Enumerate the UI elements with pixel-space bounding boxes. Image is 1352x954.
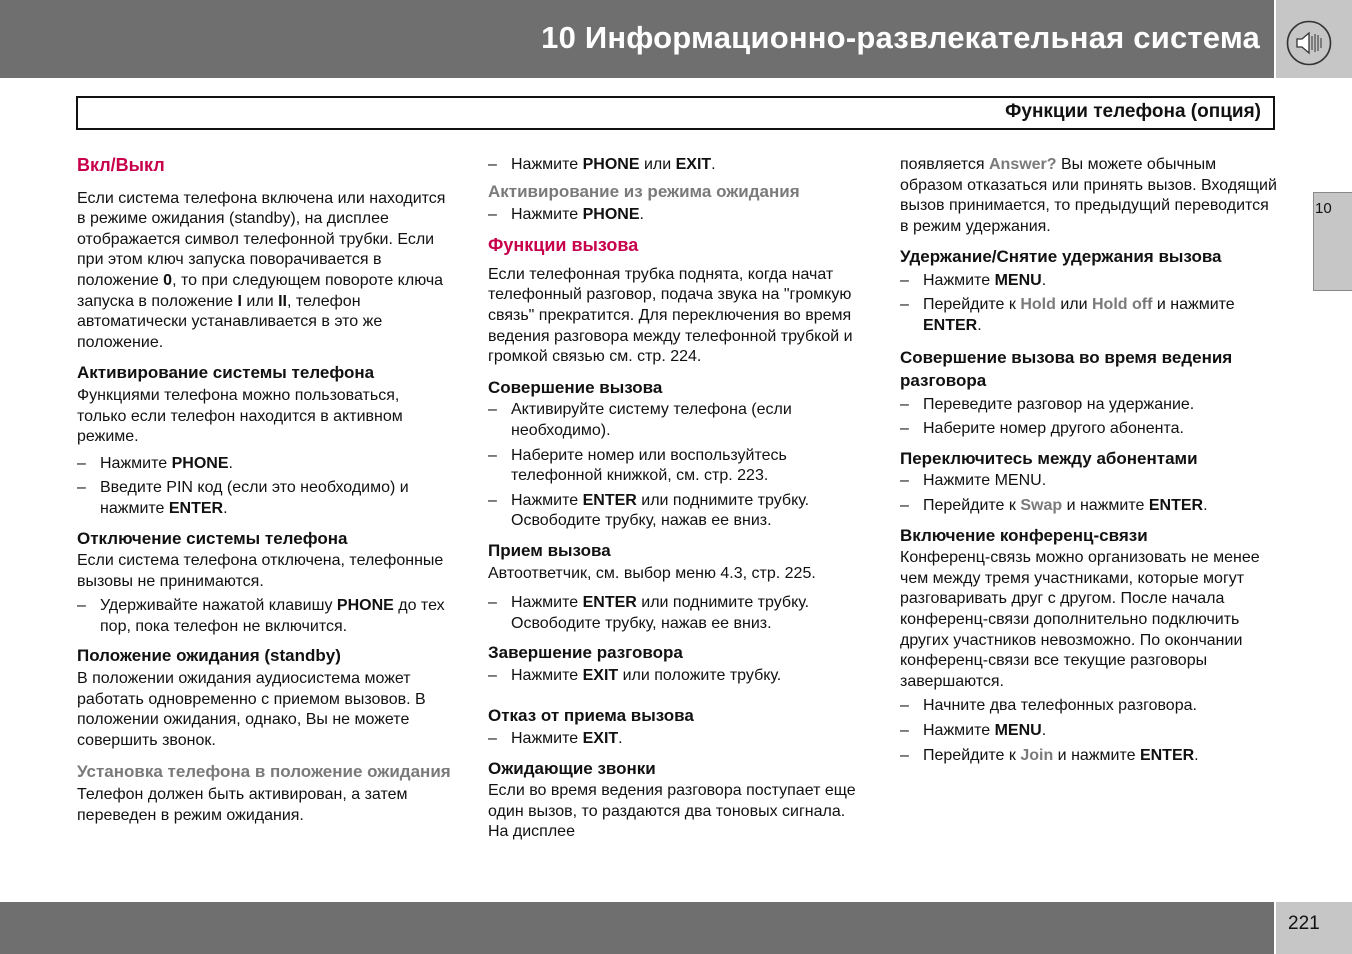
paragraph-off: Если система телефона отключена, телефонные вызовы не принимаются.: [77, 552, 444, 590]
list-item: – Нажмите PHONE или EXIT.: [488, 156, 716, 173]
list-item: – Наберите номер или воспользуйтесь телефонной книжкой, см. стр. 223.: [488, 446, 787, 485]
list-item: – Удерживайте нажатой клавишу PHONE до тех пор, пока телефон не включится.: [77, 597, 445, 635]
list-item: – Нажмите MENU.: [900, 271, 1047, 289]
list-item: – Нажмите MENU.: [900, 721, 1047, 739]
heading-hold: Удержание/Снятие удержания вызова: [900, 247, 1222, 267]
column-2: [488, 155, 868, 845]
heading-activate-system: Активирование системы телефона: [77, 363, 375, 383]
speaker-icon: [1286, 20, 1332, 66]
section-header: [76, 96, 1275, 130]
side-chapter-tab-label: 10: [1315, 200, 1332, 217]
heading-call-functions: Функции вызова: [488, 235, 639, 256]
chapter-title: 10 Информационно-развлекательная система: [541, 20, 1260, 55]
list-item: – Начните два телефонных разговора.: [900, 697, 1197, 715]
list-item: – Нажмите PHONE.: [77, 454, 233, 472]
column-1: [77, 155, 452, 829]
heading-conference: Включение конференц-связи: [900, 525, 1148, 545]
paragraph-standby: В положении ожидания аудиосистема может работать одновременно с приемом вызовов. В положении ожидания, однако, Вы не можете совершить звонок.: [77, 670, 426, 749]
list-item: – Нажмите MENU.: [900, 472, 1047, 490]
list-item: – Перейдите к Swap и нажмите ENTER.: [900, 497, 1208, 515]
chapter-header-bar: [0, 0, 1274, 78]
heading-call-during-call: Совершение вызова во время ведения разговора: [900, 347, 1233, 391]
paragraph-set-standby: Телефон должен быть активирован, а затем переведен в режим ожидания.: [77, 786, 408, 825]
list-item: – Нажмите ENTER или поднимите трубку. Освободите трубку, нажав ее вниз.: [488, 594, 810, 632]
paragraph-receive: Автоответчик, см. выбор меню 4.3, стр. 225.: [488, 564, 816, 582]
heading-make-call: Совершение вызова: [488, 377, 663, 397]
list-item: – Наберите номер другого абонента.: [900, 420, 1184, 438]
heading-waiting-calls: Ожидающие звонки: [488, 758, 656, 778]
paragraph-activate: Функциями телефона можно пользоваться, только если телефон находится в активном режиме.: [77, 386, 403, 446]
paragraph-waiting-continued: появляется Answer? Вы можете обычным образом отказаться или принять вызов. Входящий вызов принимается, то предыдущий переводится в режим удержания.: [900, 156, 1277, 235]
heading-end-call: Завершение разговора: [488, 643, 683, 663]
heading-reject-call: Отказ от приема вызова: [488, 706, 694, 726]
heading-receive-call: Прием вызова: [488, 540, 611, 560]
list-item: – Введите PIN код (если это необходимо) и нажмите ENTER.: [77, 479, 409, 517]
heading-set-standby: Установка телефона в положение ожидания: [77, 762, 451, 782]
page-number: 221: [1288, 913, 1320, 934]
list-item: – Нажмите PHONE.: [488, 205, 644, 223]
list-item: – Нажмите EXIT или положите трубку.: [488, 666, 782, 684]
section-title: Функции телефона (опция): [1005, 101, 1261, 122]
heading-switch-parties: Переключитесь между абонентами: [900, 448, 1198, 468]
list-item: – Активируйте систему телефона (если необходимо).: [488, 401, 792, 439]
paragraph-conference: Конференц-связь можно организовать не менее чем между тремя участниками, которые могут разговаривать друг с другом. После начала конференц-связи дополнительно подключить других участников невозможно. По окончании конференц-связи все текущие разговоры завершаются.: [900, 549, 1260, 690]
list-item: – Перейдите к Hold или Hold off и нажмите ENTER.: [900, 296, 1235, 335]
paragraph-waiting: Если во время ведения разговора поступает еще один вызов, то раздаются два тоновых сигнала. На дисплее: [488, 782, 856, 841]
heading-wake-from-standby: Активирование из режима ожидания: [488, 181, 800, 201]
column-3: [900, 155, 1280, 766]
footer-bar: [0, 902, 1274, 954]
list-item: – Нажмите EXIT.: [488, 730, 623, 748]
heading-standby: Положение ожидания (standby): [77, 646, 341, 666]
heading-on-off: Вкл/Выкл: [77, 155, 165, 175]
list-item: – Нажмите ENTER или поднимите трубку. Освободите трубку, нажав ее вниз.: [488, 491, 810, 530]
paragraph-call-functions: Если телефонная трубка поднята, когда начат телефонный разговор, подача звука на "громкую связь" прекратится. Для переключения во время ведения разговора между телефонной трубкой и громкой связью см. стр. 224.: [488, 265, 853, 366]
heading-disable-system: Отключение системы телефона: [77, 528, 348, 548]
paragraph-intro: Если система телефона включена или находится в режиме ожидания (standby), на дисплее отображается символ телефонной трубки. Если при этом ключ запуска поворачивается в положение 0, то при следующем повороте ключа запуска в положение I или II, телефон автоматически устанавливается в это же положение.: [77, 189, 446, 351]
list-item: – Переведите разговор на удержание.: [900, 395, 1195, 413]
list-item: – Перейдите к Join и нажмите ENTER.: [900, 746, 1199, 764]
